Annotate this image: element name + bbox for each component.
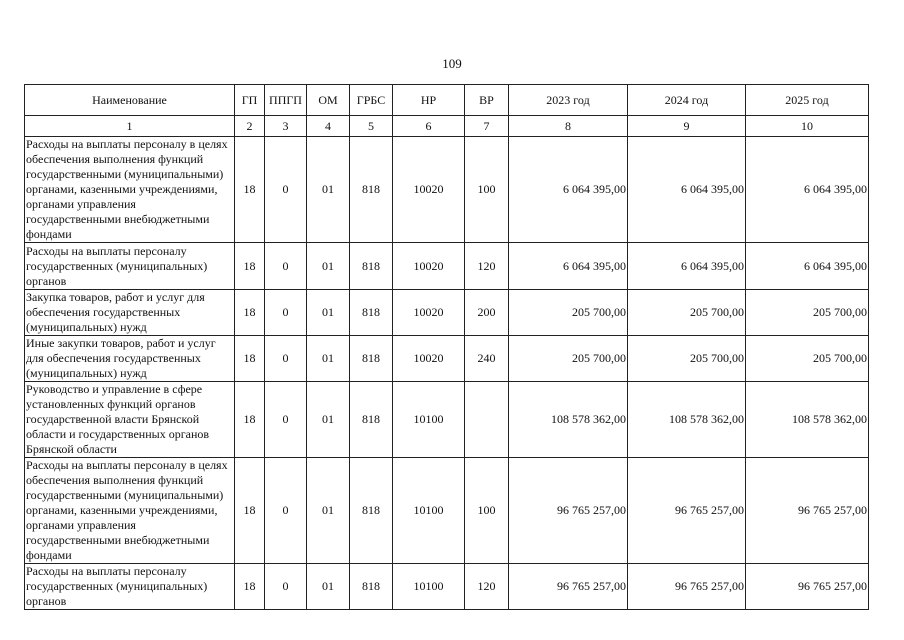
table-row: [25, 458, 869, 564]
header-row: [25, 85, 869, 116]
row-2023: 108 578 362,00: [509, 382, 628, 458]
row-2024: 96 765 257,00: [628, 564, 746, 610]
row-2023: 205 700,00: [509, 290, 628, 336]
row-vr: 240: [465, 336, 509, 382]
header-2023: 2023 год: [509, 85, 628, 116]
table-row: [25, 137, 869, 243]
row-ppgp: 0: [265, 336, 307, 382]
column-number: 10: [746, 116, 869, 137]
row-nr: 10100: [393, 564, 465, 610]
column-number: 2: [235, 116, 265, 137]
row-2025: 205 700,00: [746, 290, 869, 336]
row-vr: 100: [465, 137, 509, 243]
row-ppgp: 0: [265, 564, 307, 610]
row-2025: 205 700,00: [746, 336, 869, 382]
row-gp: 18: [235, 336, 265, 382]
row-om: 01: [307, 382, 350, 458]
header-gp: ГП: [235, 85, 265, 116]
column-number: 1: [25, 116, 235, 137]
row-2024: 108 578 362,00: [628, 382, 746, 458]
column-number: 3: [265, 116, 307, 137]
row-om: 01: [307, 137, 350, 243]
row-2025: 6 064 395,00: [746, 243, 869, 290]
table-row: [25, 290, 869, 336]
row-grbs: 818: [350, 336, 393, 382]
row-2023: 96 765 257,00: [509, 564, 628, 610]
column-number: 8: [509, 116, 628, 137]
page-number: 109: [442, 56, 462, 71]
budget-table: [24, 84, 869, 610]
table-row: [25, 243, 869, 290]
row-nr: 10100: [393, 382, 465, 458]
row-gp: 18: [235, 290, 265, 336]
header-2025: 2025 год: [746, 85, 869, 116]
row-nr: 10020: [393, 137, 465, 243]
row-2025: 108 578 362,00: [746, 382, 869, 458]
column-number: 6: [393, 116, 465, 137]
row-name: Расходы на выплаты персоналу государственных (муниципальных) органов: [25, 243, 235, 290]
row-2023: 6 064 395,00: [509, 243, 628, 290]
row-2024: 96 765 257,00: [628, 458, 746, 564]
row-nr: 10100: [393, 458, 465, 564]
row-grbs: 818: [350, 382, 393, 458]
header-nr: НР: [393, 85, 465, 116]
row-grbs: 818: [350, 564, 393, 610]
row-2023: 6 064 395,00: [509, 137, 628, 243]
row-vr: 120: [465, 564, 509, 610]
row-2023: 205 700,00: [509, 336, 628, 382]
row-om: 01: [307, 336, 350, 382]
row-gp: 18: [235, 243, 265, 290]
row-2025: 6 064 395,00: [746, 137, 869, 243]
row-ppgp: 0: [265, 290, 307, 336]
row-name: Расходы на выплаты персоналу в целях обеспечения выполнения функций государственными (муниципальными) органами, казенными учреждениями, органами управления государственными внебюджетными фондами: [25, 137, 235, 243]
header-name: Наименование: [25, 85, 235, 116]
row-name: Иные закупки товаров, работ и услуг для обеспечения государственных (муниципальных) нужд: [25, 336, 235, 382]
header-grbs: ГРБС: [350, 85, 393, 116]
row-om: 01: [307, 458, 350, 564]
row-gp: 18: [235, 137, 265, 243]
header-om: ОМ: [307, 85, 350, 116]
column-number-row: [25, 116, 869, 137]
column-number: 5: [350, 116, 393, 137]
row-vr: 100: [465, 458, 509, 564]
row-name: Закупка товаров, работ и услуг для обеспечения государственных (муниципальных) нужд: [25, 290, 235, 336]
row-ppgp: 0: [265, 243, 307, 290]
table-row: [25, 336, 869, 382]
row-vr: 200: [465, 290, 509, 336]
row-grbs: 818: [350, 458, 393, 564]
row-grbs: 818: [350, 290, 393, 336]
row-om: 01: [307, 564, 350, 610]
row-om: 01: [307, 290, 350, 336]
column-number: 7: [465, 116, 509, 137]
row-nr: 10020: [393, 290, 465, 336]
row-2023: 96 765 257,00: [509, 458, 628, 564]
row-2024: 6 064 395,00: [628, 137, 746, 243]
row-nr: 10020: [393, 243, 465, 290]
header-ppgp: ППГП: [265, 85, 307, 116]
row-vr: 120: [465, 243, 509, 290]
row-gp: 18: [235, 564, 265, 610]
row-name: Руководство и управление в сфере установленных функций органов государственной власти Брянской области и государственных органов Брянской области: [25, 382, 235, 458]
row-gp: 18: [235, 382, 265, 458]
row-vr: [465, 382, 509, 458]
row-2025: 96 765 257,00: [746, 564, 869, 610]
column-number: 9: [628, 116, 746, 137]
row-gp: 18: [235, 458, 265, 564]
row-om: 01: [307, 243, 350, 290]
header-vr: ВР: [465, 85, 509, 116]
header-2024: 2024 год: [628, 85, 746, 116]
row-2024: 205 700,00: [628, 290, 746, 336]
row-grbs: 818: [350, 137, 393, 243]
row-name: Расходы на выплаты персоналу в целях обеспечения выполнения функций государственными (муниципальными) органами, казенными учреждениями, органами управления государственными внебюджетными фондами: [25, 458, 235, 564]
row-2025: 96 765 257,00: [746, 458, 869, 564]
table-row: [25, 382, 869, 458]
column-number: 4: [307, 116, 350, 137]
table-row: [25, 564, 869, 610]
row-nr: 10020: [393, 336, 465, 382]
row-2024: 6 064 395,00: [628, 243, 746, 290]
row-name: Расходы на выплаты персоналу государственных (муниципальных) органов: [25, 564, 235, 610]
row-ppgp: 0: [265, 382, 307, 458]
row-ppgp: 0: [265, 137, 307, 243]
row-grbs: 818: [350, 243, 393, 290]
row-2024: 205 700,00: [628, 336, 746, 382]
row-ppgp: 0: [265, 458, 307, 564]
